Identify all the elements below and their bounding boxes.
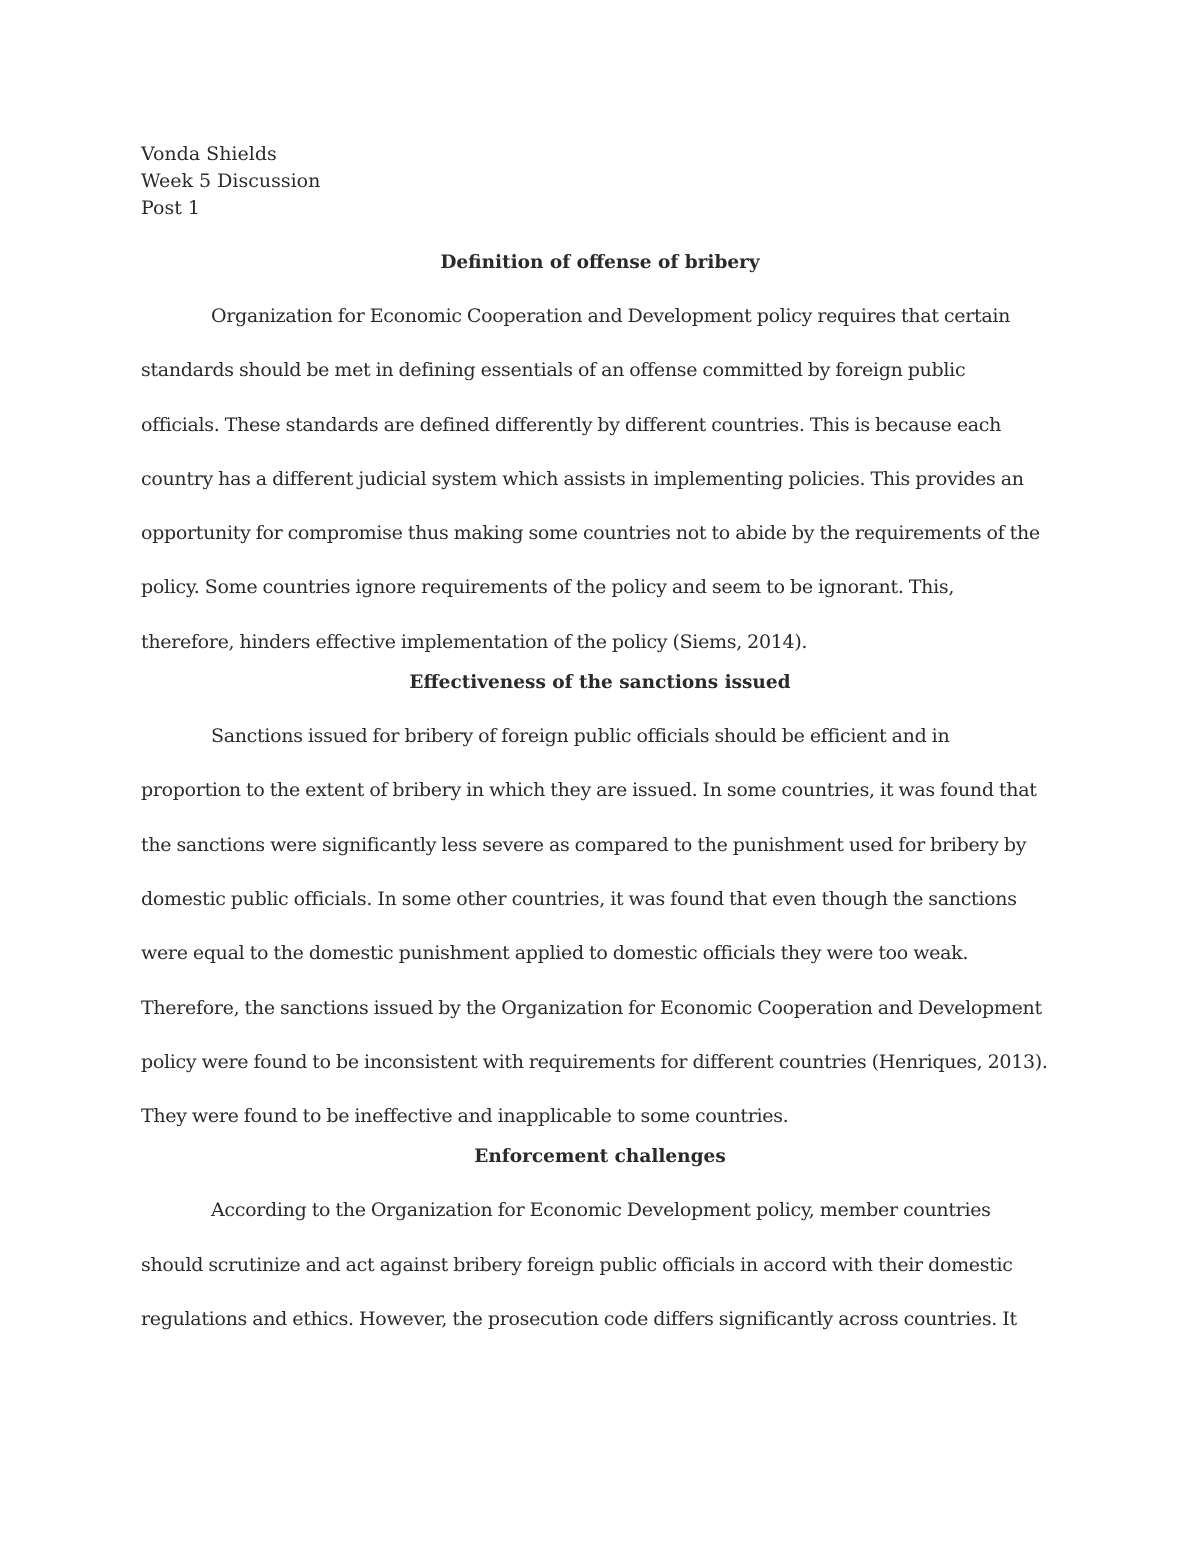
section-paragraph	[141, 709, 1059, 1143]
paragraph-line: opportunity for compromise thus making some countries not to abide by the requirements of the	[141, 522, 1040, 545]
author-name: Vonda Shields	[141, 143, 277, 165]
section-heading: Definition of offense of bribery	[440, 252, 760, 273]
paragraph-line: proportion to the extent of bribery in which they are issued. In some countries, it was found that	[141, 779, 1037, 802]
paragraph-line: policy. Some countries ignore requirements of the policy and seem to be ignorant. This,	[141, 576, 955, 599]
paragraph-line: country has a different judicial system which assists in implementing policies. This provides an	[141, 467, 1024, 490]
section-paragraph	[141, 1183, 1059, 1346]
paragraph-line: standards should be met in defining essentials of an offense committed by foreign public	[141, 359, 966, 382]
paragraph-line: therefore, hinders effective implementation of the policy (Siems, 2014).	[141, 630, 808, 653]
paragraph-line: Therefore, the sanctions issued by the Organization for Economic Cooperation and Development	[141, 996, 1042, 1019]
assignment-title: Week 5 Discussion	[141, 170, 321, 192]
section-heading: Enforcement challenges	[474, 1146, 726, 1168]
paragraph-line: According to the Organization for Economic Development policy, member countries	[211, 1199, 991, 1222]
paragraph-line: were equal to the domestic punishment applied to domestic officials they were too weak.	[141, 942, 969, 965]
paragraph-line: the sanctions were significantly less severe as compared to the punishment used for bribery by	[141, 833, 1027, 856]
paragraph-line: policy were found to be inconsistent with requirements for different countries (Henriques, 2013).	[141, 1050, 1048, 1073]
paragraph-line: Organization for Economic Cooperation and Development policy requires that certain	[211, 305, 1011, 327]
paragraph-line: domestic public officials. In some other countries, it was found that even though the sanctions	[141, 887, 1017, 910]
paragraph-line: Sanctions issued for bribery of foreign public officials should be efficient and in	[211, 725, 950, 748]
section-heading: Effectiveness of the sanctions issued	[409, 672, 791, 694]
paragraph-line: officials. These standards are defined differently by different countries. This is because each	[141, 413, 1002, 436]
paragraph-line: should scrutinize and act against bribery foreign public officials in accord with their domestic	[141, 1253, 1013, 1276]
paragraph-line: They were found to be ineffective and inapplicable to some countries.	[141, 1105, 789, 1128]
post-number: Post 1	[141, 197, 200, 219]
paragraph-line: regulations and ethics. However, the prosecution code differs significantly across countries. It	[141, 1308, 1017, 1331]
document-page	[141, 141, 1059, 1346]
section-paragraph	[141, 289, 1059, 669]
